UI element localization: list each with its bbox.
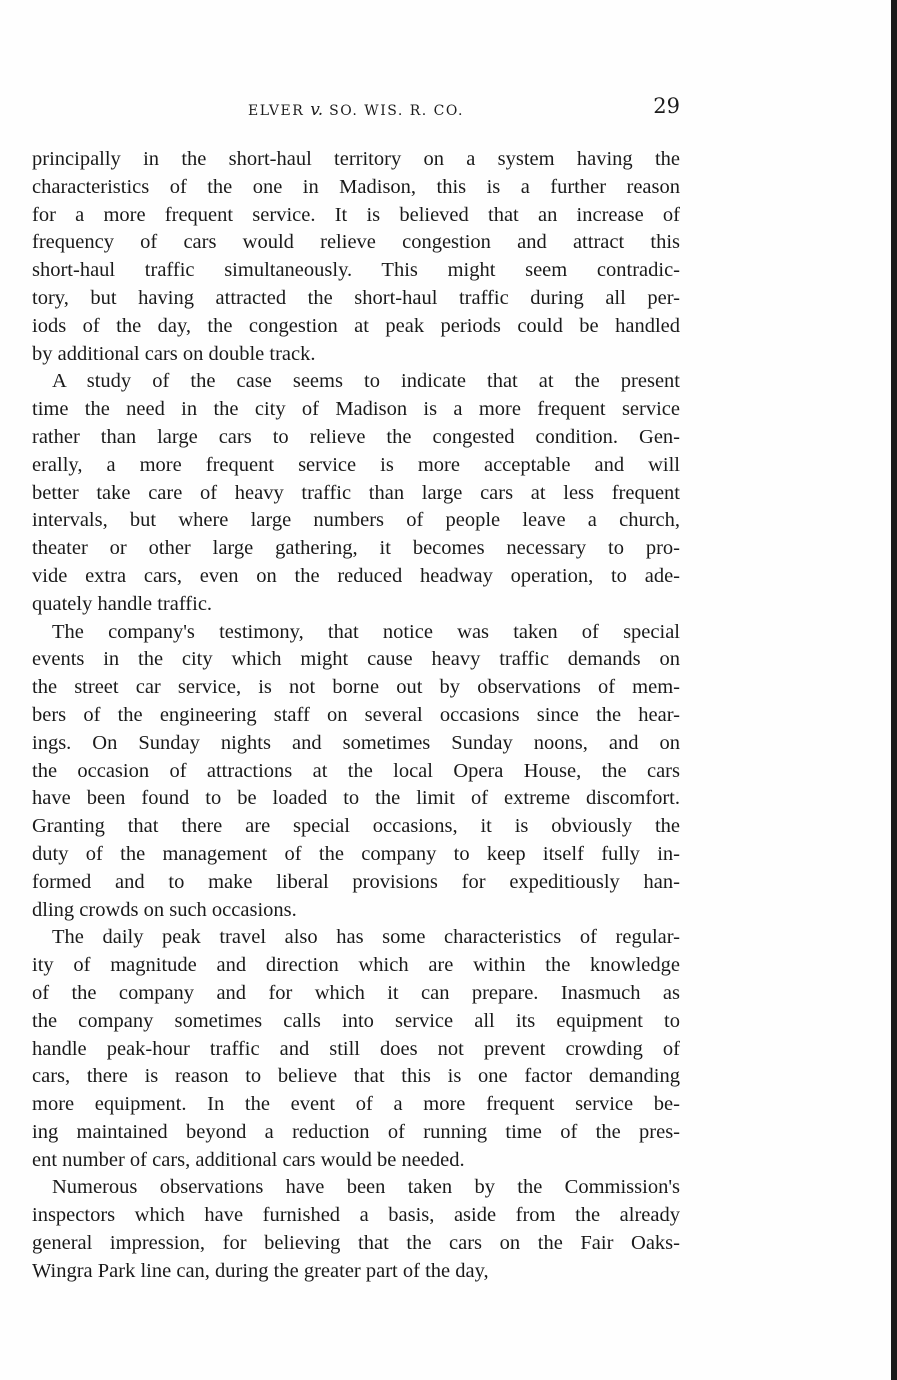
running-title-vs: v.: [310, 100, 324, 120]
text-line: dling crowds on such occasions.: [32, 898, 297, 921]
text-line: The company's testimony, that notice was taken of special: [52, 620, 680, 643]
text-line: the occasion of attractions at the local Opera House, the cars: [32, 759, 680, 782]
text-line: vide extra cars, even on the reduced headway operation, to ade-: [32, 564, 680, 587]
text-line: theater or other large gathering, it becomes necessary to pro-: [32, 537, 680, 560]
text-line: rather than large cars to relieve the congested condition. Gen-: [32, 425, 680, 448]
text-line: short-haul traffic simultaneously. This might seem contradic-: [32, 259, 680, 282]
text-line: ity of magnitude and direction which are within the knowledge: [32, 954, 680, 977]
body-text: [32, 146, 680, 1286]
text-line: the street car service, is not borne out by observations of mem-: [32, 676, 680, 699]
text-line: intervals, but where large numbers of people leave a church,: [32, 509, 680, 532]
text-line: Numerous observations have been taken by the Commission's: [52, 1176, 680, 1199]
text-line: bers of the engineering staff on several occasions since the hear-: [32, 703, 680, 726]
text-line: iods of the day, the congestion at peak periods could be handled: [32, 314, 680, 337]
text-line: for a more frequent service. It is believed that an increase of: [32, 203, 680, 226]
text-line: ings. On Sunday nights and sometimes Sunday noons, and on: [32, 731, 680, 754]
text-line: handle peak-hour traffic and still does not prevent crowding of: [32, 1037, 680, 1060]
text-line: inspectors which have furnished a basis, aside from the already: [32, 1204, 680, 1227]
paragraph: [32, 1174, 680, 1285]
running-head: [32, 96, 680, 126]
text-line: Wingra Park line can, during the greater part of the day,: [32, 1259, 489, 1282]
text-line: A study of the case seems to indicate that at the present: [52, 370, 680, 393]
text-line: principally in the short-haul territory on a system having the: [32, 148, 680, 170]
page-number: 29: [653, 94, 680, 118]
text-line: quately handle traffic.: [32, 592, 213, 615]
text-line: by additional cars on double track.: [32, 342, 316, 365]
text-line: frequency of cars would relieve congestion and attract this: [32, 231, 680, 254]
text-line: ing maintained beyond a reduction of running time of the pres-: [32, 1120, 680, 1143]
text-line: tory, but having attracted the short-haul traffic during all per-: [32, 286, 680, 309]
text-line: erally, a more frequent service is more acceptable and will: [32, 453, 680, 476]
text-line: duty of the management of the company to keep itself fully in-: [32, 842, 680, 865]
paragraph: [32, 619, 680, 925]
text-line: time the need in the city of Madison is a more frequent service: [32, 398, 680, 421]
text-line: events in the city which might cause heavy traffic demands on: [32, 648, 680, 671]
text-line: The daily peak travel also has some characteristics of regular-: [52, 926, 680, 949]
running-title-left: ELVER: [248, 103, 305, 119]
text-line: the company sometimes calls into service all its equipment to: [32, 1009, 680, 1032]
paragraph: [32, 368, 680, 618]
text-line: general impression, for believing that the cars on the Fair Oaks-: [32, 1232, 680, 1255]
paragraph: [32, 146, 680, 368]
text-line: Granting that there are special occasions, it is obviously the: [32, 815, 680, 838]
text-line: better take care of heavy traffic than large cars at less frequent: [32, 481, 680, 504]
text-line: more equipment. In the event of a more frequent service be-: [32, 1093, 680, 1116]
running-title: [32, 100, 680, 120]
paragraph: [32, 924, 680, 1174]
text-line: of the company and for which it can prepare. Inasmuch as: [32, 981, 680, 1004]
text-line: formed and to make liberal provisions for expeditiously han-: [32, 870, 680, 893]
page-edge-shadow: [891, 0, 897, 1380]
running-title-right: SO. WIS. R. CO.: [329, 103, 464, 119]
text-line: cars, there is reason to believe that this is one factor demanding: [32, 1065, 680, 1088]
text-line: ent number of cars, additional cars would be needed.: [32, 1148, 465, 1171]
text-line: have been found to be loaded to the limit of extreme discomfort.: [32, 787, 680, 810]
text-line: characteristics of the one in Madison, this is a further reason: [32, 175, 680, 198]
